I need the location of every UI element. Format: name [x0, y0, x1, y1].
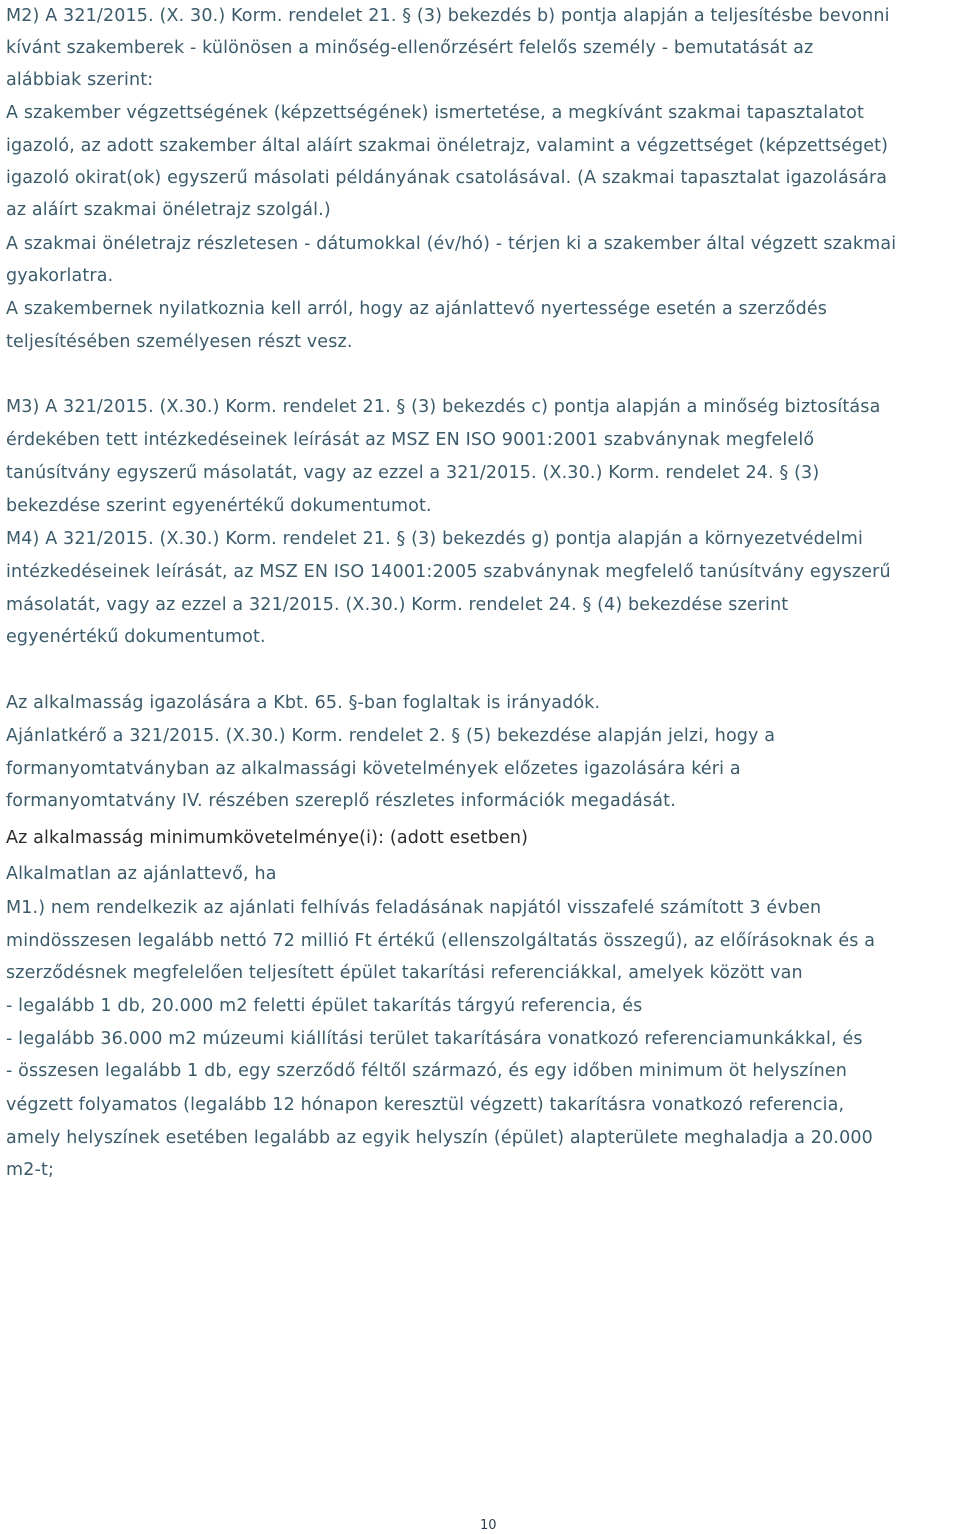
list-item: - legalább 1 db, 20.000 m2 feletti épület takarítás tárgyú referencia, és: [6, 996, 643, 1016]
text-line: tanúsítvány egyszerű másolatát, vagy az ezzel a 321/2015. (X.30.) Korm. rendelet 24. § (3): [6, 463, 820, 483]
text-line: A szakmai önéletrajz részletesen - dátumokkal (év/hó) - térjen ki a szakember által végzett szakmai: [6, 234, 897, 254]
section-heading: Az alkalmasság minimumkövetelménye(i): (adott esetben): [6, 828, 529, 848]
list-item: - legalább 36.000 m2 múzeumi kiállítási terület takarítására vonatkozó referenciamunkákkal, és: [6, 1029, 863, 1049]
text-line: formanyomtatvány IV. részében szereplő részletes információk megadását.: [6, 791, 676, 811]
text-line: gyakorlatra.: [6, 266, 114, 286]
text-line: bekezdése szerint egyenértékű dokumentumot.: [6, 496, 432, 516]
text-line: az aláírt szakmai önéletrajz szolgál.): [6, 200, 331, 220]
text-line: igazoló okirat(ok) egyszerű másolati példányának csatolásával. (A szakmai tapasztalat igazolására: [6, 168, 888, 188]
text-line: A szakember végzettségének (képzettségének) ismertetése, a megkívánt szakmai tapasztalatot: [6, 103, 865, 123]
text-line: m2-t;: [6, 1160, 55, 1180]
text-line: M3) A 321/2015. (X.30.) Korm. rendelet 21. § (3) bekezdés c) pontja alapján a minőség biztosítása: [6, 397, 881, 417]
text-line: igazoló, az adott szakember által aláírt szakmai önéletrajz, valamint a végzettséget (képzettséget): [6, 136, 889, 156]
text-line: M4) A 321/2015. (X.30.) Korm. rendelet 21. § (3) bekezdés g) pontja alapján a környezetvédelmi: [6, 529, 863, 549]
text-line: másolatát, vagy az ezzel a 321/2015. (X.30.) Korm. rendelet 24. § (4) bekezdése szerint: [6, 595, 789, 615]
text-line: Alkalmatlan az ajánlattevő, ha: [6, 864, 277, 884]
text-line: érdekében tett intézkedéseinek leírását az MSZ EN ISO 9001:2001 szabványnak megfelelő: [6, 430, 815, 450]
text-line: formanyomtatványban az alkalmassági követelmények előzetes igazolására kéri a: [6, 759, 741, 779]
page-number: 10: [480, 1518, 497, 1533]
text-line: Ajánlatkérő a 321/2015. (X.30.) Korm. rendelet 2. § (5) bekezdése alapján jelzi, hogy a: [6, 726, 776, 746]
text-line: kívánt szakemberek - különösen a minőség-ellenőrzésért felelős személy - bemutatását az: [6, 38, 814, 58]
text-line: Az alkalmasság igazolására a Kbt. 65. §-ban foglaltak is irányadók.: [6, 693, 601, 713]
text-line: mindösszesen legalább nettó 72 millió Ft értékű (ellenszolgáltatás összegű), az előírásoknak és a: [6, 931, 876, 951]
text-line: végzett folyamatos (legalább 12 hónapon keresztül végzett) takarításra vonatkozó referencia,: [6, 1095, 845, 1115]
text-line: amely helyszínek esetében legalább az egyik helyszín (épület) alapterülete meghaladja a 20.000: [6, 1128, 873, 1148]
list-item: - összesen legalább 1 db, egy szerződő féltől származó, és egy időben minimum öt helyszínen: [6, 1061, 848, 1081]
text-line: intézkedéseinek leírását, az MSZ EN ISO 14001:2005 szabványnak megfelelő tanúsítvány egyszerű: [6, 562, 891, 582]
text-line: alábbiak szerint:: [6, 70, 154, 90]
text-line: teljesítésében személyesen részt vesz.: [6, 332, 353, 352]
text-line: szerződésnek megfelelően teljesített épület takarítási referenciákkal, amelyek között van: [6, 963, 803, 983]
text-line: M1.) nem rendelkezik az ajánlati felhívás feladásának napjától visszafelé számított 3 évben: [6, 898, 822, 918]
text-line: M2) A 321/2015. (X. 30.) Korm. rendelet 21. § (3) bekezdés b) pontja alapján a teljesítésbe bevonni: [6, 6, 890, 26]
text-line: egyenértékű dokumentumot.: [6, 627, 266, 647]
text-line: A szakembernek nyilatkoznia kell arról, hogy az ajánlattevő nyertessége esetén a szerződés: [6, 299, 828, 319]
